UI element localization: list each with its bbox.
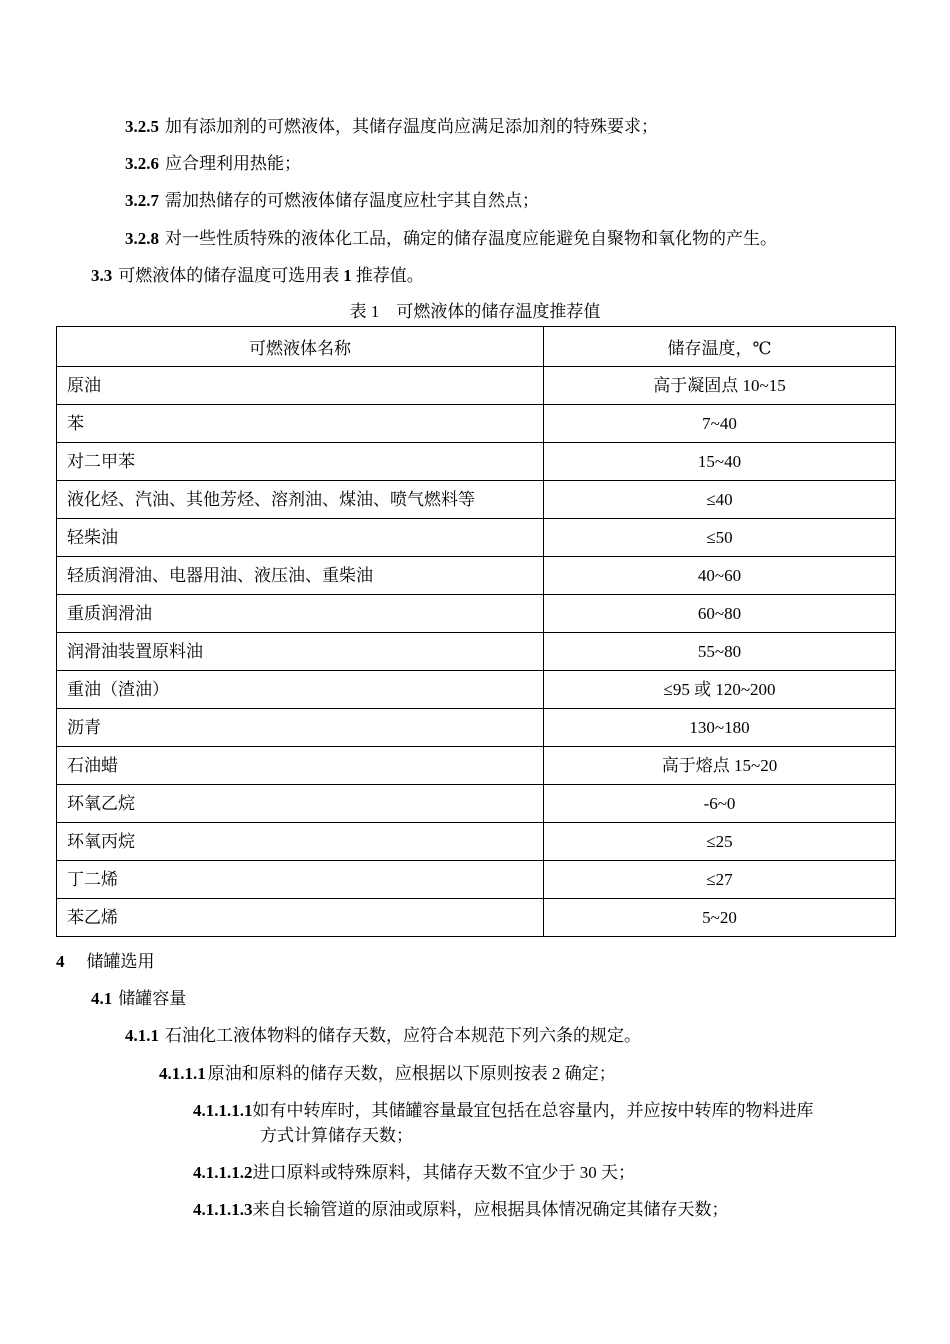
clause-text: 进口原料或特殊原料，其储存天数不宜少于 30 天； bbox=[252, 1163, 635, 1182]
liquid-name-cell: 对二甲苯 bbox=[57, 443, 544, 481]
storage-temp-cell: 130~180 bbox=[544, 709, 896, 747]
table-row bbox=[57, 633, 896, 671]
storage-temp-cell: 高于熔点 15~20 bbox=[544, 747, 896, 785]
storage-temp-cell: 7~40 bbox=[544, 405, 896, 443]
section-4-1-heading bbox=[91, 988, 186, 1010]
table-row bbox=[57, 785, 896, 823]
clause-text: 原油和原料的储存天数，应根据以下原则按表 2 确定； bbox=[207, 1064, 616, 1083]
clause-number: 3.2.7 bbox=[125, 191, 159, 210]
clause-number: 3.2.5 bbox=[125, 117, 159, 136]
clause-text-end: 推荐值。 bbox=[355, 266, 424, 285]
storage-temp-cell: -6~0 bbox=[544, 785, 896, 823]
table-row bbox=[57, 519, 896, 557]
table-row bbox=[57, 405, 896, 443]
table-header-row bbox=[57, 327, 896, 367]
paragraph-4-1-1 bbox=[125, 1025, 641, 1047]
header-storage-temp: 储存温度，℃ bbox=[544, 327, 896, 367]
table-row bbox=[57, 823, 896, 861]
clause-number: 4.1.1 bbox=[125, 1026, 159, 1045]
clause-text: 如有中转库时，其储罐容量最宜包括在总容量内，并应按中转库的物料进库 bbox=[252, 1101, 814, 1120]
paragraph-3-2-7 bbox=[125, 190, 539, 212]
storage-temp-cell: 60~80 bbox=[544, 595, 896, 633]
paragraph-4-1-1-1-2 bbox=[193, 1162, 635, 1184]
clause-number: 4.1.1.1 bbox=[159, 1064, 206, 1083]
table-row bbox=[57, 709, 896, 747]
storage-temp-cell: 高于凝固点 10~15 bbox=[544, 367, 896, 405]
table-row bbox=[57, 671, 896, 709]
clause-number: 4.1.1.1.1 bbox=[193, 1101, 253, 1120]
clause-number: 4.1.1.1.3 bbox=[193, 1200, 253, 1219]
storage-temp-cell: 15~40 bbox=[544, 443, 896, 481]
paragraph-3-2-8 bbox=[125, 228, 777, 250]
storage-temp-cell: ≤25 bbox=[544, 823, 896, 861]
storage-temp-cell: ≤27 bbox=[544, 861, 896, 899]
liquid-name-cell: 苯乙烯 bbox=[57, 899, 544, 937]
table-body bbox=[57, 367, 896, 937]
paragraph-3-2-6 bbox=[125, 153, 301, 175]
clause-number: 3.3 bbox=[91, 266, 113, 285]
table-row bbox=[57, 595, 896, 633]
paragraph-4-1-1-1 bbox=[159, 1063, 616, 1085]
liquid-name-cell: 石油蜡 bbox=[57, 747, 544, 785]
table-row bbox=[57, 557, 896, 595]
clause-number: 4.1.1.1.2 bbox=[193, 1163, 253, 1182]
storage-temp-cell: 55~80 bbox=[544, 633, 896, 671]
storage-temp-cell: ≤40 bbox=[544, 481, 896, 519]
liquid-name-cell: 轻柴油 bbox=[57, 519, 544, 557]
clause-text-continued: 方式计算储存天数； bbox=[260, 1126, 413, 1145]
liquid-name-cell: 轻质润滑油、电器用油、液压油、重柴油 bbox=[57, 557, 544, 595]
liquid-name-cell: 丁二烯 bbox=[57, 861, 544, 899]
liquid-name-cell: 液化烃、汽油、其他芳烃、溶剂油、煤油、喷气燃料等 bbox=[57, 481, 544, 519]
clause-text: 应合理利用热能； bbox=[165, 154, 301, 173]
table-row bbox=[57, 481, 896, 519]
clause-text: 来自长输管道的原油或原料，应根据具体情况确定其储存天数； bbox=[252, 1200, 729, 1219]
storage-temp-cell: ≤50 bbox=[544, 519, 896, 557]
liquid-name-cell: 原油 bbox=[57, 367, 544, 405]
liquid-name-cell: 润滑油装置原料油 bbox=[57, 633, 544, 671]
storage-temp-cell: 5~20 bbox=[544, 899, 896, 937]
paragraph-4-1-1-1-3 bbox=[193, 1199, 729, 1221]
table-row bbox=[57, 899, 896, 937]
clause-number: 3.2.6 bbox=[125, 154, 159, 173]
table-row bbox=[57, 861, 896, 899]
liquid-name-cell: 苯 bbox=[57, 405, 544, 443]
table-row bbox=[57, 443, 896, 481]
liquid-name-cell: 沥青 bbox=[57, 709, 544, 747]
liquid-name-cell: 环氧乙烷 bbox=[57, 785, 544, 823]
table-row bbox=[57, 747, 896, 785]
storage-temperature-table bbox=[56, 326, 896, 937]
table-ref-number: 1 bbox=[343, 266, 352, 285]
section-4-heading bbox=[56, 951, 155, 973]
clause-number: 3.2.8 bbox=[125, 229, 159, 248]
liquid-name-cell: 重油（渣油） bbox=[57, 671, 544, 709]
clause-number: 4 bbox=[56, 952, 65, 971]
liquid-name-cell: 重质润滑油 bbox=[57, 595, 544, 633]
liquid-name-cell: 环氧丙烷 bbox=[57, 823, 544, 861]
header-liquid-name: 可燃液体名称 bbox=[57, 327, 544, 367]
paragraph-3-3 bbox=[91, 265, 424, 287]
clause-number: 4.1 bbox=[91, 989, 113, 1008]
table-caption: 表 1 可燃液体的储存温度推荐值 bbox=[349, 302, 601, 321]
clause-text: 储罐选用 bbox=[86, 952, 155, 971]
table-row bbox=[57, 367, 896, 405]
clause-text: 需加热储存的可燃液体储存温度应杜宇其自然点； bbox=[165, 191, 539, 210]
clause-text: 可燃液体的储存温度可选用表 bbox=[118, 266, 340, 285]
clause-text: 加有添加剂的可燃液体，其储存温度尚应满足添加剂的特殊要求； bbox=[165, 117, 658, 136]
storage-temp-cell: ≤95 或 120~200 bbox=[544, 671, 896, 709]
clause-text: 储罐容量 bbox=[118, 989, 187, 1008]
storage-temp-cell: 40~60 bbox=[544, 557, 896, 595]
paragraph-3-2-5 bbox=[125, 116, 658, 138]
paragraph-4-1-1-1-1-cont bbox=[260, 1125, 413, 1147]
clause-text: 对一些性质特殊的液体化工品，确定的储存温度应能避免自聚物和氧化物的产生。 bbox=[165, 229, 777, 248]
clause-text: 石油化工液体物料的储存天数，应符合本规范下列六条的规定。 bbox=[165, 1026, 641, 1045]
paragraph-4-1-1-1-1 bbox=[193, 1100, 814, 1122]
